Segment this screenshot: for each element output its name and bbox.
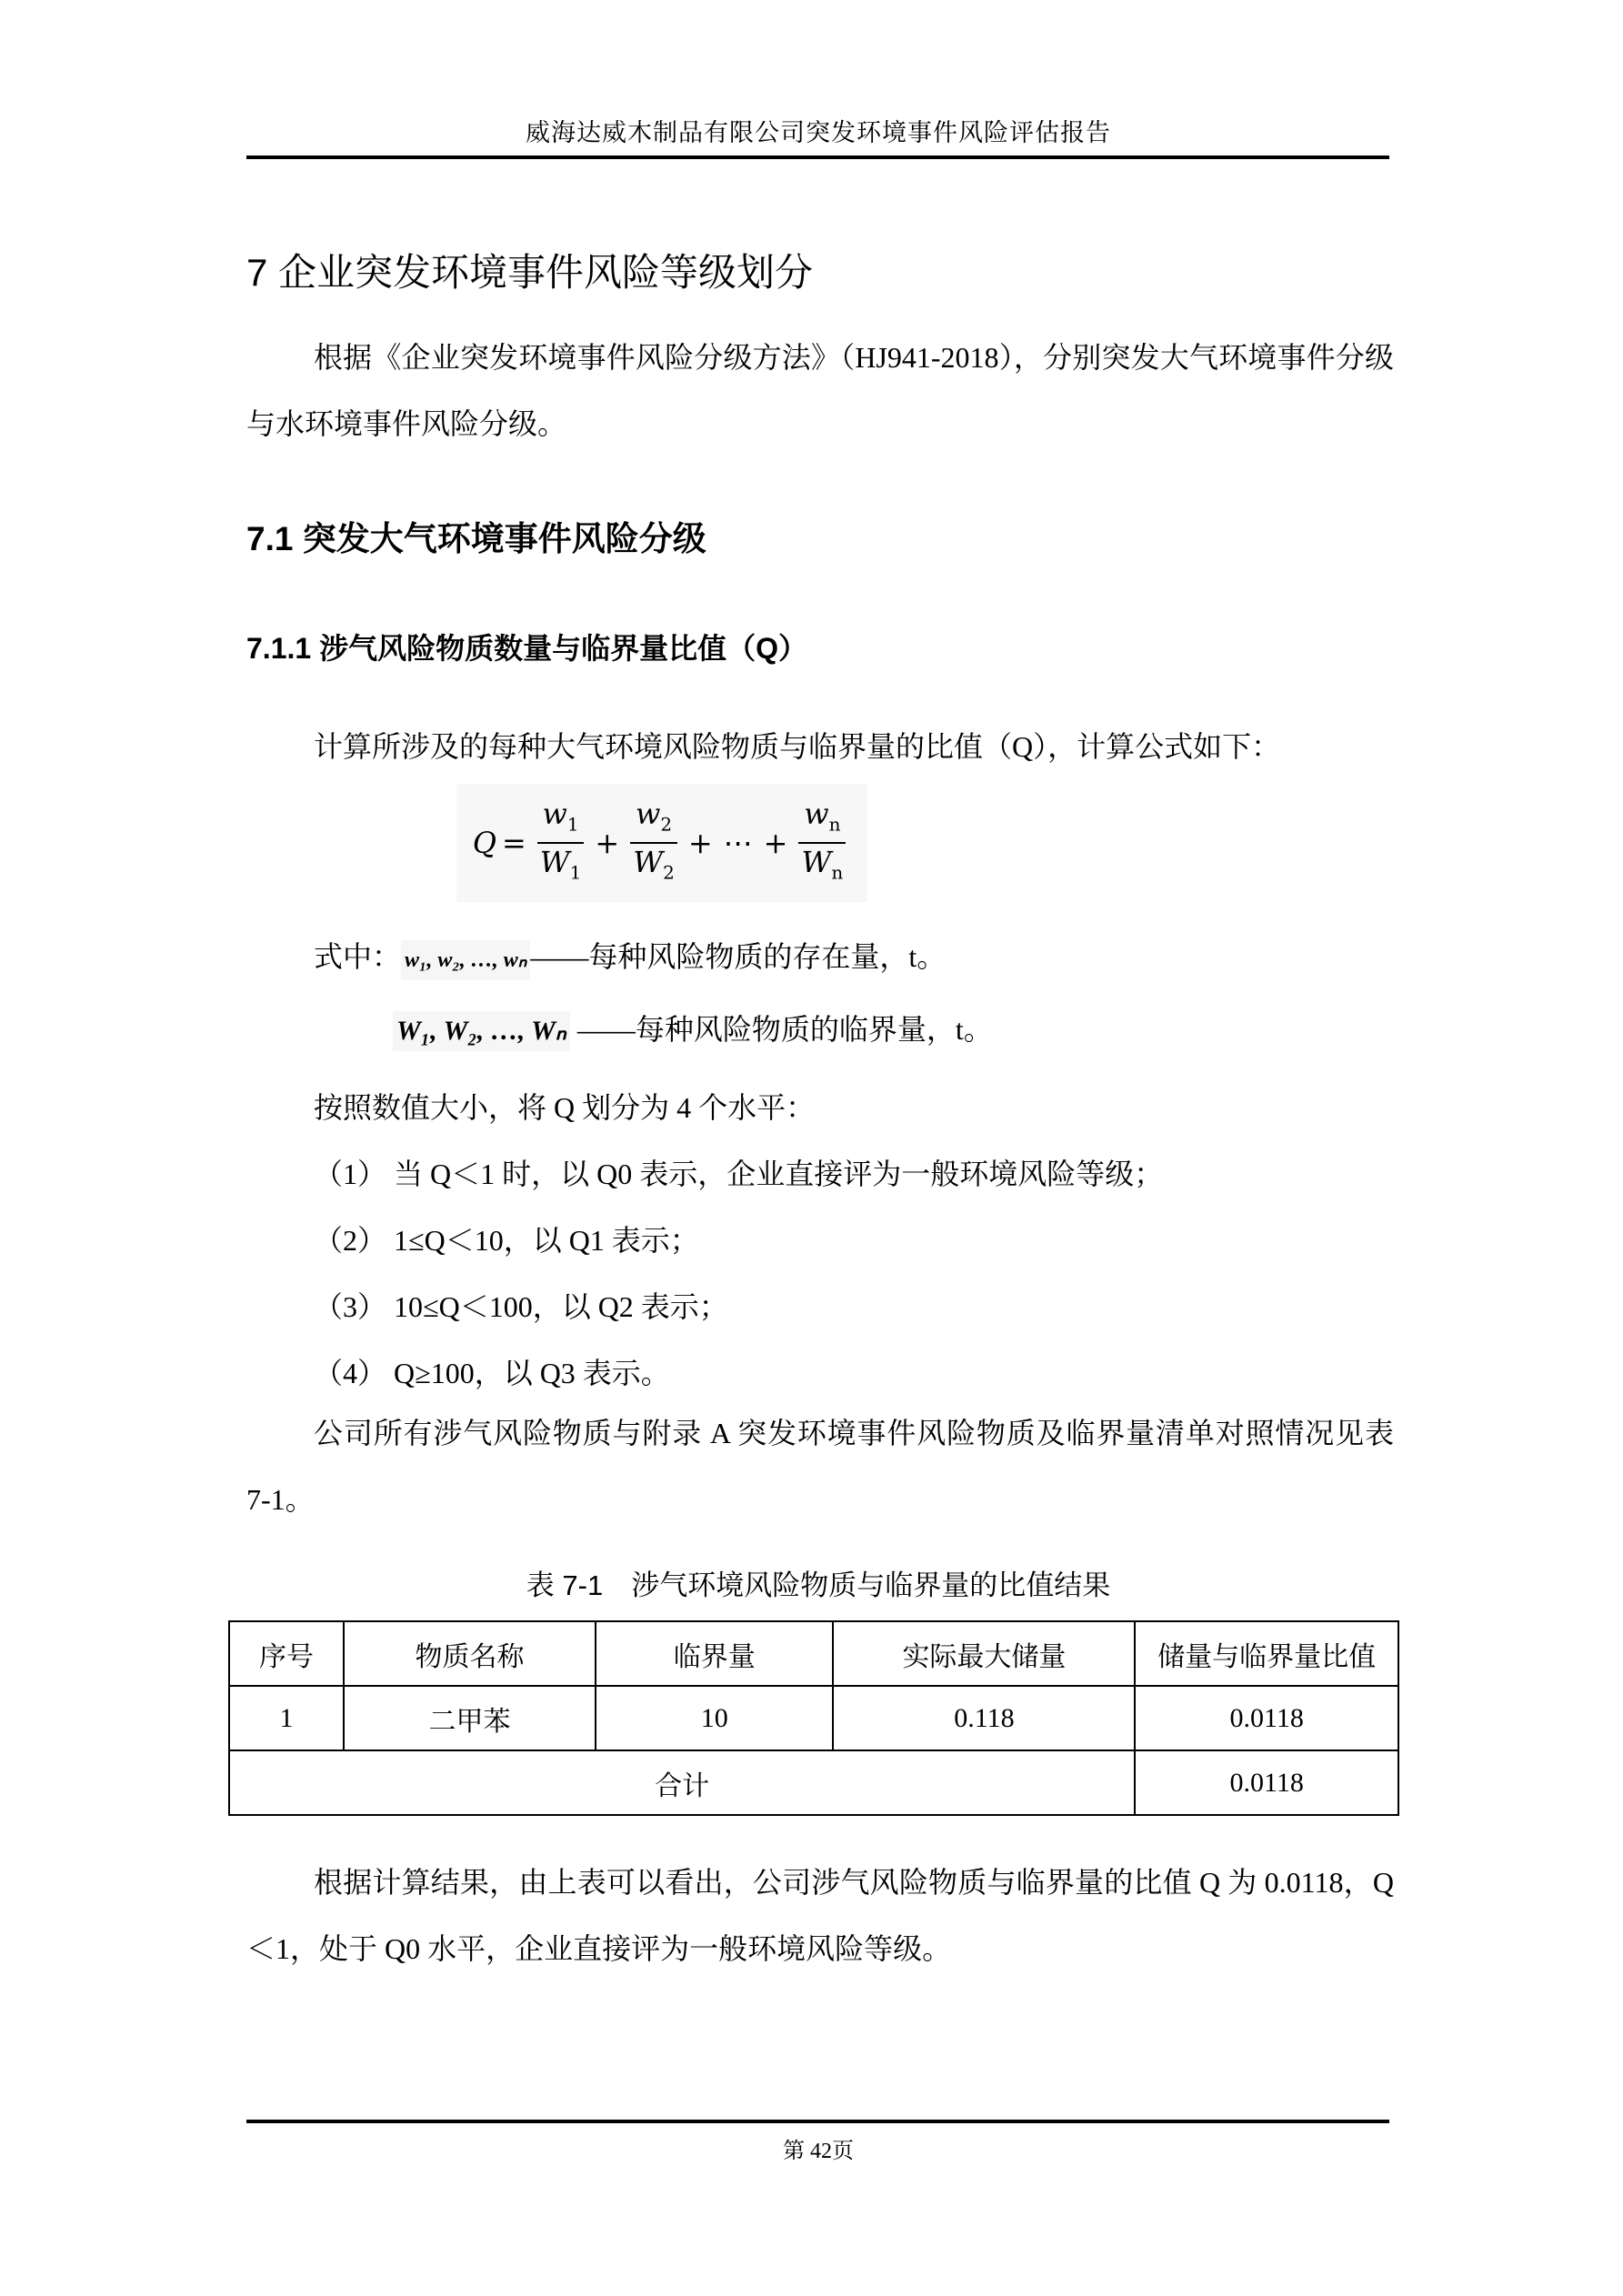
total-label: 合计 xyxy=(229,1750,1135,1815)
where-label: 式中： xyxy=(314,940,402,973)
header-divider xyxy=(246,155,1389,159)
cell-max-storage: 0.118 xyxy=(833,1686,1135,1750)
header-cell-index: 序号 xyxy=(229,1621,344,1686)
header-cell-max-storage: 实际最大储量 xyxy=(833,1621,1135,1686)
where-line-2 xyxy=(393,1009,993,1051)
section-7-1-heading: 7.1 突发大气环境事件风险分级 xyxy=(246,520,706,557)
formula-fraction: $\frac{w_n}{W_n}$ xyxy=(798,796,846,891)
formula-plus: + xyxy=(763,826,788,860)
table-row xyxy=(229,1686,1398,1750)
formula-fraction: $\frac{w_2}{W_2}$ xyxy=(630,796,677,891)
level-item: （4） Q≥100，以 Q3 表示。 xyxy=(314,1357,670,1389)
section-7-intro: 根据《企业突发环境事件风险分级方法》（HJ941-2018），分别突发大气环境事件分级与水环境事件风险分级。 xyxy=(246,341,1394,440)
footer-divider xyxy=(246,2120,1389,2123)
level-item: （2） 1≤Q＜10，以 Q1 表示； xyxy=(314,1224,699,1257)
critical-amount-vars: W₁, W₂, …, Wₙ xyxy=(393,1011,570,1051)
formula-plus: + xyxy=(687,826,713,860)
formula-plus: + xyxy=(595,826,620,860)
cell-index: 1 xyxy=(229,1686,344,1750)
level-item: （1） 当 Q＜1 时，以 Q0 表示，企业直接评为一般环境风险等级； xyxy=(314,1158,1164,1190)
header-cell-ratio: 储量与临界量比值 xyxy=(1135,1621,1398,1686)
formula-fraction: $\frac{w_1}{W_1}$ xyxy=(537,796,585,891)
table-header-row xyxy=(229,1621,1398,1686)
where-line-1 xyxy=(314,937,946,980)
total-value: 0.0118 xyxy=(1135,1750,1398,1815)
header-cell-critical: 临界量 xyxy=(596,1621,833,1686)
formula-ellipsis: ⋯ xyxy=(723,826,753,860)
critical-amount-desc: ——每种风险物质的临界量，t。 xyxy=(576,1013,993,1046)
table-total-row xyxy=(229,1750,1398,1815)
table-caption: 表 7-1 涉气环境风险物质与临界量的比值结果 xyxy=(526,1569,1111,1601)
section-7-1-1-heading: 7.1.1 涉气风险物质数量与临界量比值（Q） xyxy=(246,632,807,665)
page-number: 第 42页 xyxy=(783,2140,854,2163)
cell-ratio: 0.0118 xyxy=(1135,1686,1398,1750)
existing-amount-vars: w₁, w₂, …, wₙ xyxy=(401,940,530,980)
running-header: 威海达威木制品有限公司突发环境事件风险评估报告 xyxy=(526,119,1111,146)
existing-amount-desc: ——每种风险物质的存在量，t。 xyxy=(530,940,947,973)
levels-intro: 按照数值大小，将 Q 划分为 4 个水平： xyxy=(314,1091,816,1124)
conclusion: 根据计算结果，由上表可以看出，公司涉气风险物质与临界量的比值 Q 为 0.0118，Q＜1，处于 Q0 水平，企业直接评为一般环境风险等级。 xyxy=(246,1866,1394,1965)
formula-lhs: Q xyxy=(472,826,496,860)
level-item: （3） 10≤Q＜100，以 Q2 表示； xyxy=(314,1290,728,1323)
cell-substance: 二甲苯 xyxy=(344,1686,596,1750)
table-reference: 公司所有涉气风险物质与附录 A 突发环境事件风险物质及临界量清单对照情况见表 7-1。 xyxy=(246,1417,1394,1516)
q-formula xyxy=(456,784,867,902)
header-cell-substance: 物质名称 xyxy=(344,1621,596,1686)
formula-equals: = xyxy=(501,826,526,860)
q-ratio-table xyxy=(228,1620,1399,1816)
cell-critical: 10 xyxy=(596,1686,833,1750)
calc-intro: 计算所涉及的每种大气环境风险物质与临界量的比值（Q），计算公式如下： xyxy=(314,730,1281,763)
section-7-heading: 7 企业突发环境事件风险等级划分 xyxy=(246,251,814,294)
